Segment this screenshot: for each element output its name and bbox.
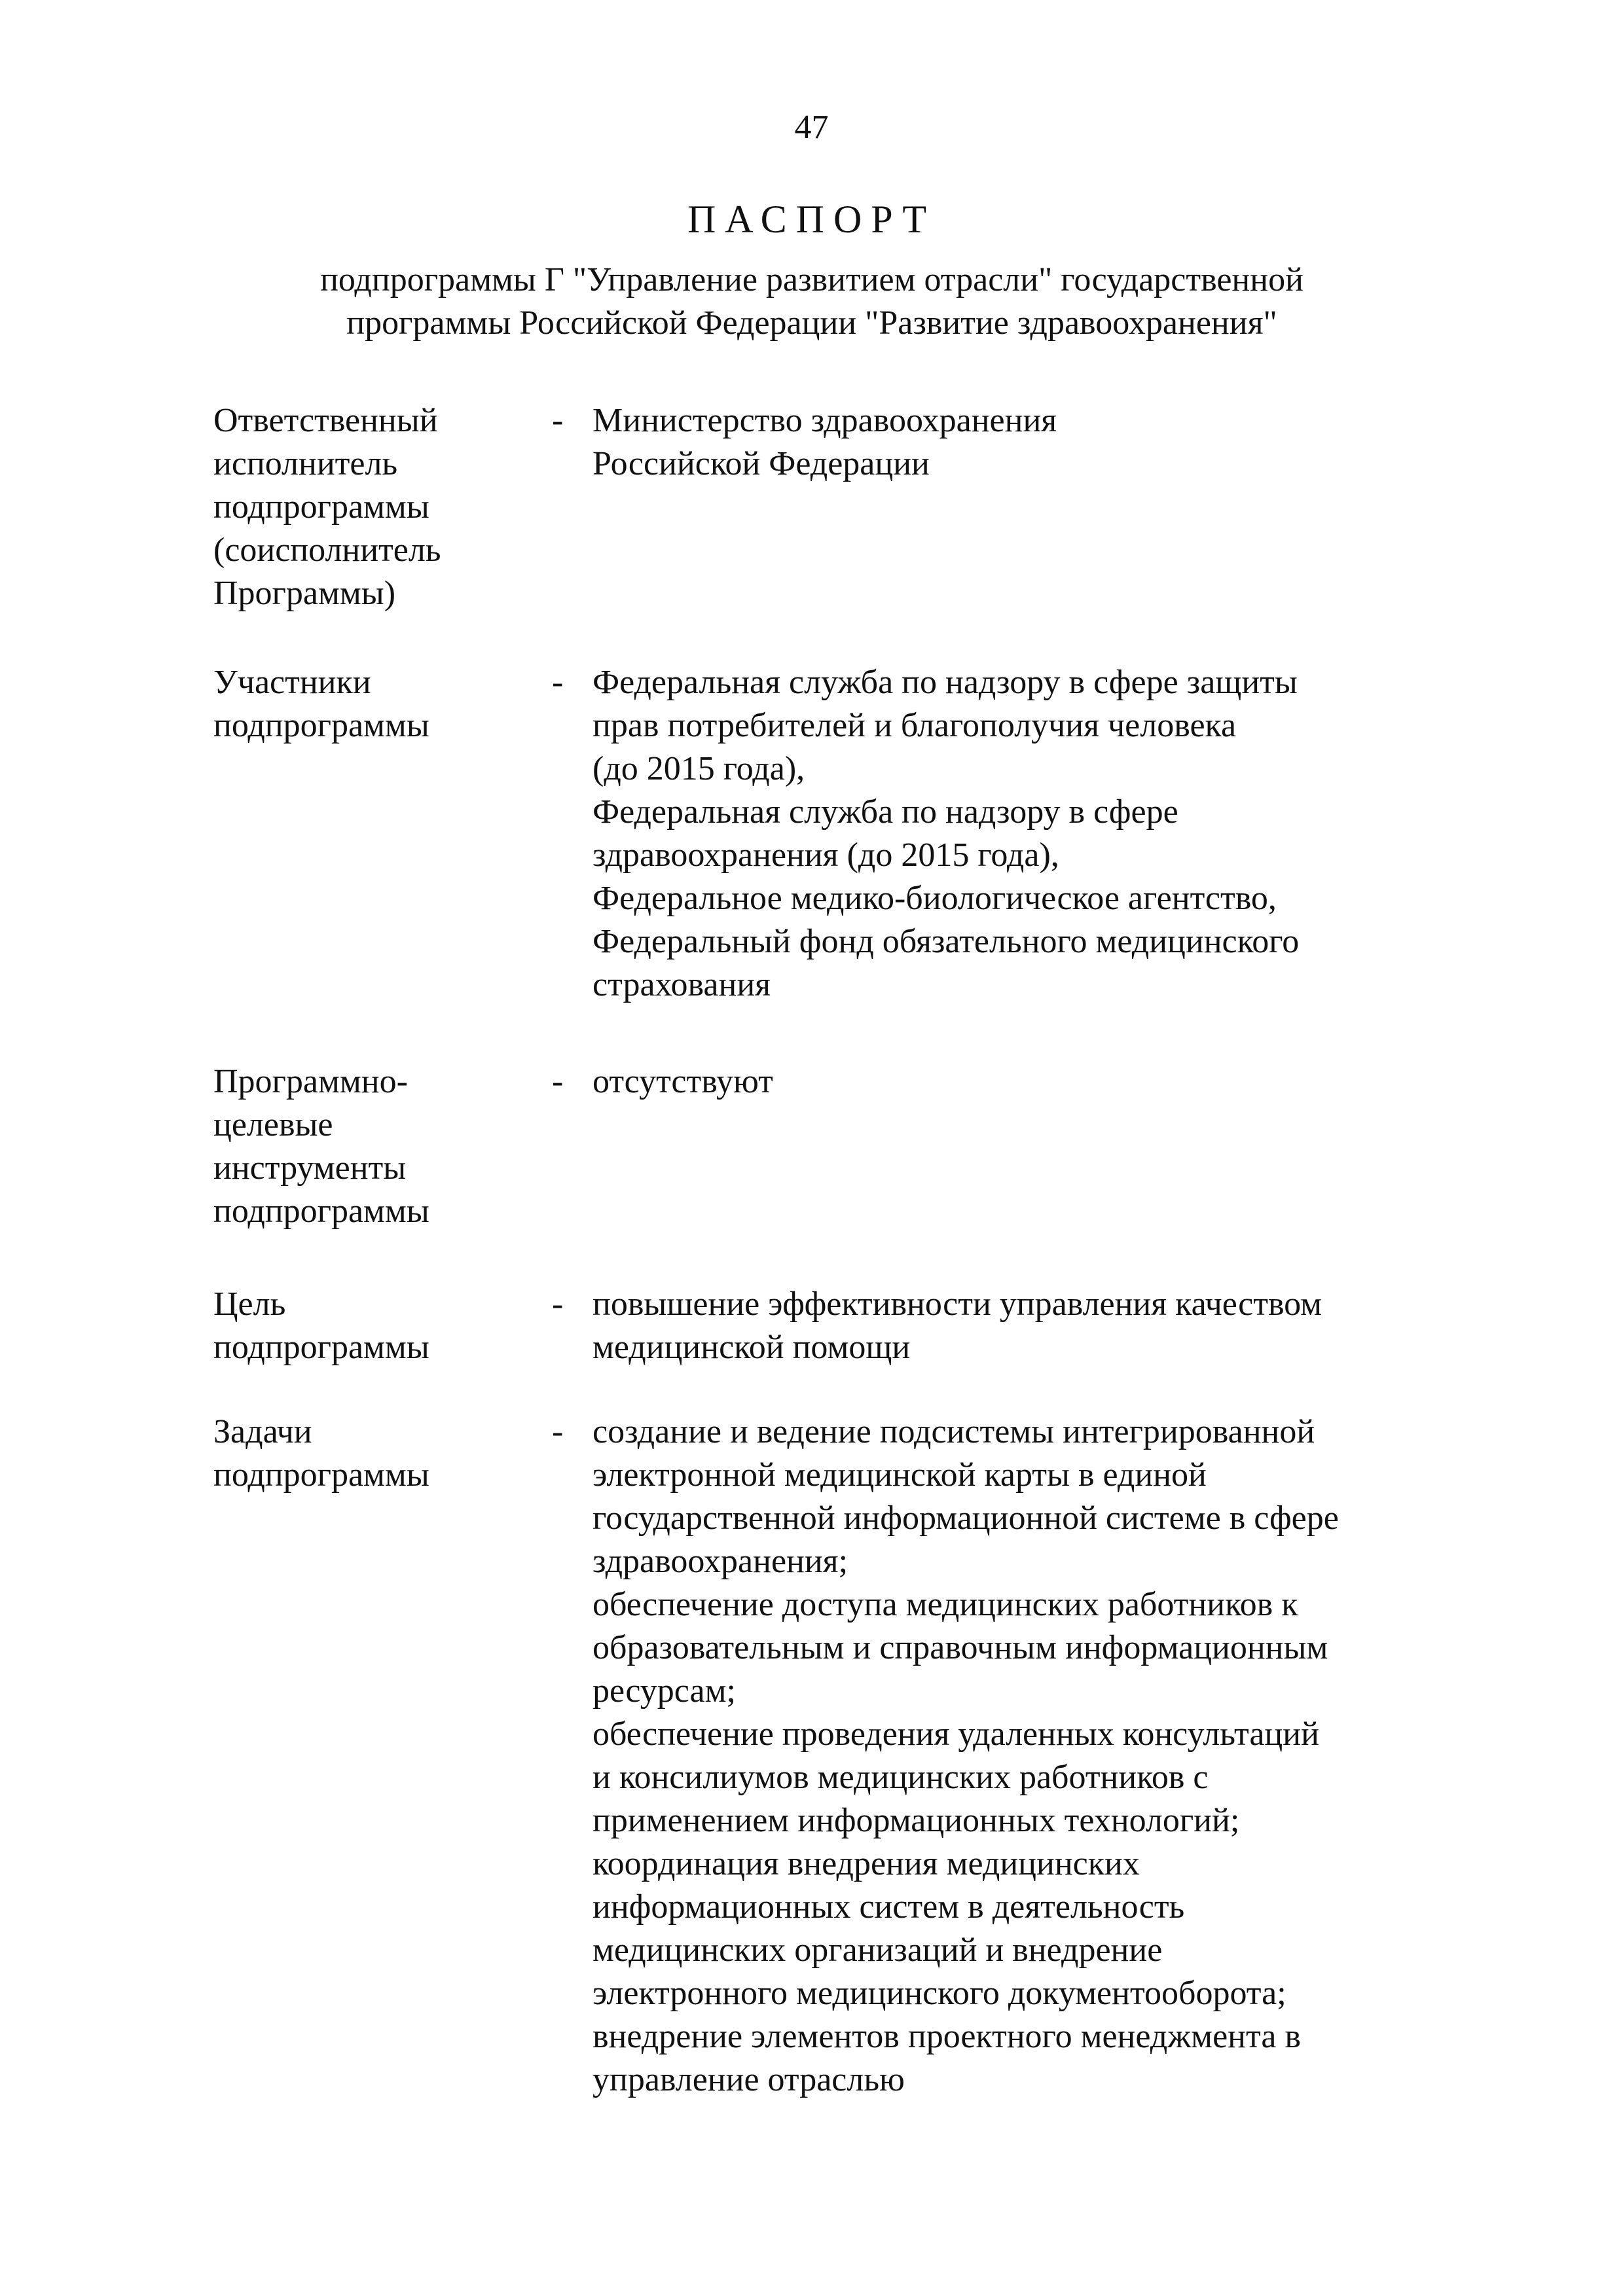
label-line: Программы) xyxy=(213,575,396,612)
value-line: внедрение элементов проектного менеджмента в xyxy=(593,2018,1301,2055)
label-line: подпрограммы xyxy=(213,1193,429,1230)
label-line: Программно- xyxy=(213,1063,408,1100)
row-value xyxy=(593,399,1463,486)
value-line: здравоохранения (до 2015 года), xyxy=(593,836,1059,874)
row-value xyxy=(593,1283,1463,1369)
value-line: здравоохранения; xyxy=(593,1543,848,1580)
row-value xyxy=(593,1410,1463,2102)
value-line: отсутствуют xyxy=(593,1063,773,1100)
row-label xyxy=(213,1060,528,1233)
label-line: подпрограммы xyxy=(213,707,429,744)
value-line: электронной медицинской карты в единой xyxy=(593,1456,1207,1494)
value-line: электронного медицинского документооборота; xyxy=(593,1975,1286,2012)
row-dash: - xyxy=(552,402,564,439)
value-line: ресурсам; xyxy=(593,1672,736,1710)
row-dash: - xyxy=(552,664,564,701)
value-line: повышение эффективности управления качеством xyxy=(593,1285,1322,1323)
row-label xyxy=(213,399,528,615)
row-dash: - xyxy=(552,1063,564,1100)
value-line: информационных систем в деятельность xyxy=(593,1888,1185,1926)
value-line: обеспечение доступа медицинских работников к xyxy=(593,1586,1298,1623)
label-line: целевые xyxy=(213,1106,333,1143)
row-value xyxy=(593,661,1463,1007)
row-dash: - xyxy=(552,1285,564,1323)
label-line: Участники xyxy=(213,664,371,701)
value-line: и консилиумов медицинских работников с xyxy=(593,1759,1209,1796)
value-line: управление отраслью xyxy=(593,2061,905,2098)
row-label xyxy=(213,1410,528,1497)
value-line: Федеральное медико-биологическое агентство, xyxy=(593,880,1277,917)
label-line: Ответственный xyxy=(213,402,438,439)
subtitle-line-1: подпрограммы Г "Управление развитием отрасли" государственной xyxy=(320,261,1304,298)
label-line: (соисполнитель xyxy=(213,531,441,569)
page-number: 47 xyxy=(794,109,829,146)
label-line: Задачи xyxy=(213,1413,312,1450)
value-line: применением информационных технологий; xyxy=(593,1802,1240,1839)
value-line: создание и ведение подсистемы интегрированной xyxy=(593,1413,1315,1450)
label-line: подпрограммы xyxy=(213,488,429,526)
row-value xyxy=(593,1060,1463,1103)
label-line: подпрограммы xyxy=(213,1329,429,1366)
subtitle-line-2: программы Российской Федерации "Развитие здравоохранения" xyxy=(346,304,1277,342)
value-line: Федеральный фонд обязательного медицинского xyxy=(593,923,1300,960)
value-line: (до 2015 года), xyxy=(593,750,805,787)
value-line: прав потребителей и благополучия человека xyxy=(593,707,1237,744)
value-line: образовательным и справочным информационным xyxy=(593,1629,1328,1666)
label-line: инструменты xyxy=(213,1149,407,1187)
row-label xyxy=(213,1283,528,1369)
label-line: подпрограммы xyxy=(213,1456,429,1494)
value-line: страхования xyxy=(593,966,771,1003)
value-line: государственной информационной системе в сфере xyxy=(593,1499,1339,1537)
row-label xyxy=(213,661,528,747)
value-line: Российской Федерации xyxy=(593,445,930,482)
value-line: Федеральная служба по надзору в сфере защиты xyxy=(593,664,1298,701)
value-line: медицинских организаций и внедрение xyxy=(593,1931,1163,1969)
document-title: ПАСПОРТ xyxy=(687,198,936,241)
row-dash: - xyxy=(552,1413,564,1450)
value-line: координация внедрения медицинских xyxy=(593,1845,1140,1882)
document-subtitle xyxy=(196,259,1427,345)
value-line: обеспечение проведения удаленных консультаций xyxy=(593,1715,1319,1753)
label-line: исполнитель xyxy=(213,445,398,482)
value-line: Министерство здравоохранения xyxy=(593,402,1057,439)
label-line: Цель xyxy=(213,1285,286,1323)
value-line: медицинской помощи xyxy=(593,1329,911,1366)
value-line: Федеральная служба по надзору в сфере xyxy=(593,793,1178,831)
